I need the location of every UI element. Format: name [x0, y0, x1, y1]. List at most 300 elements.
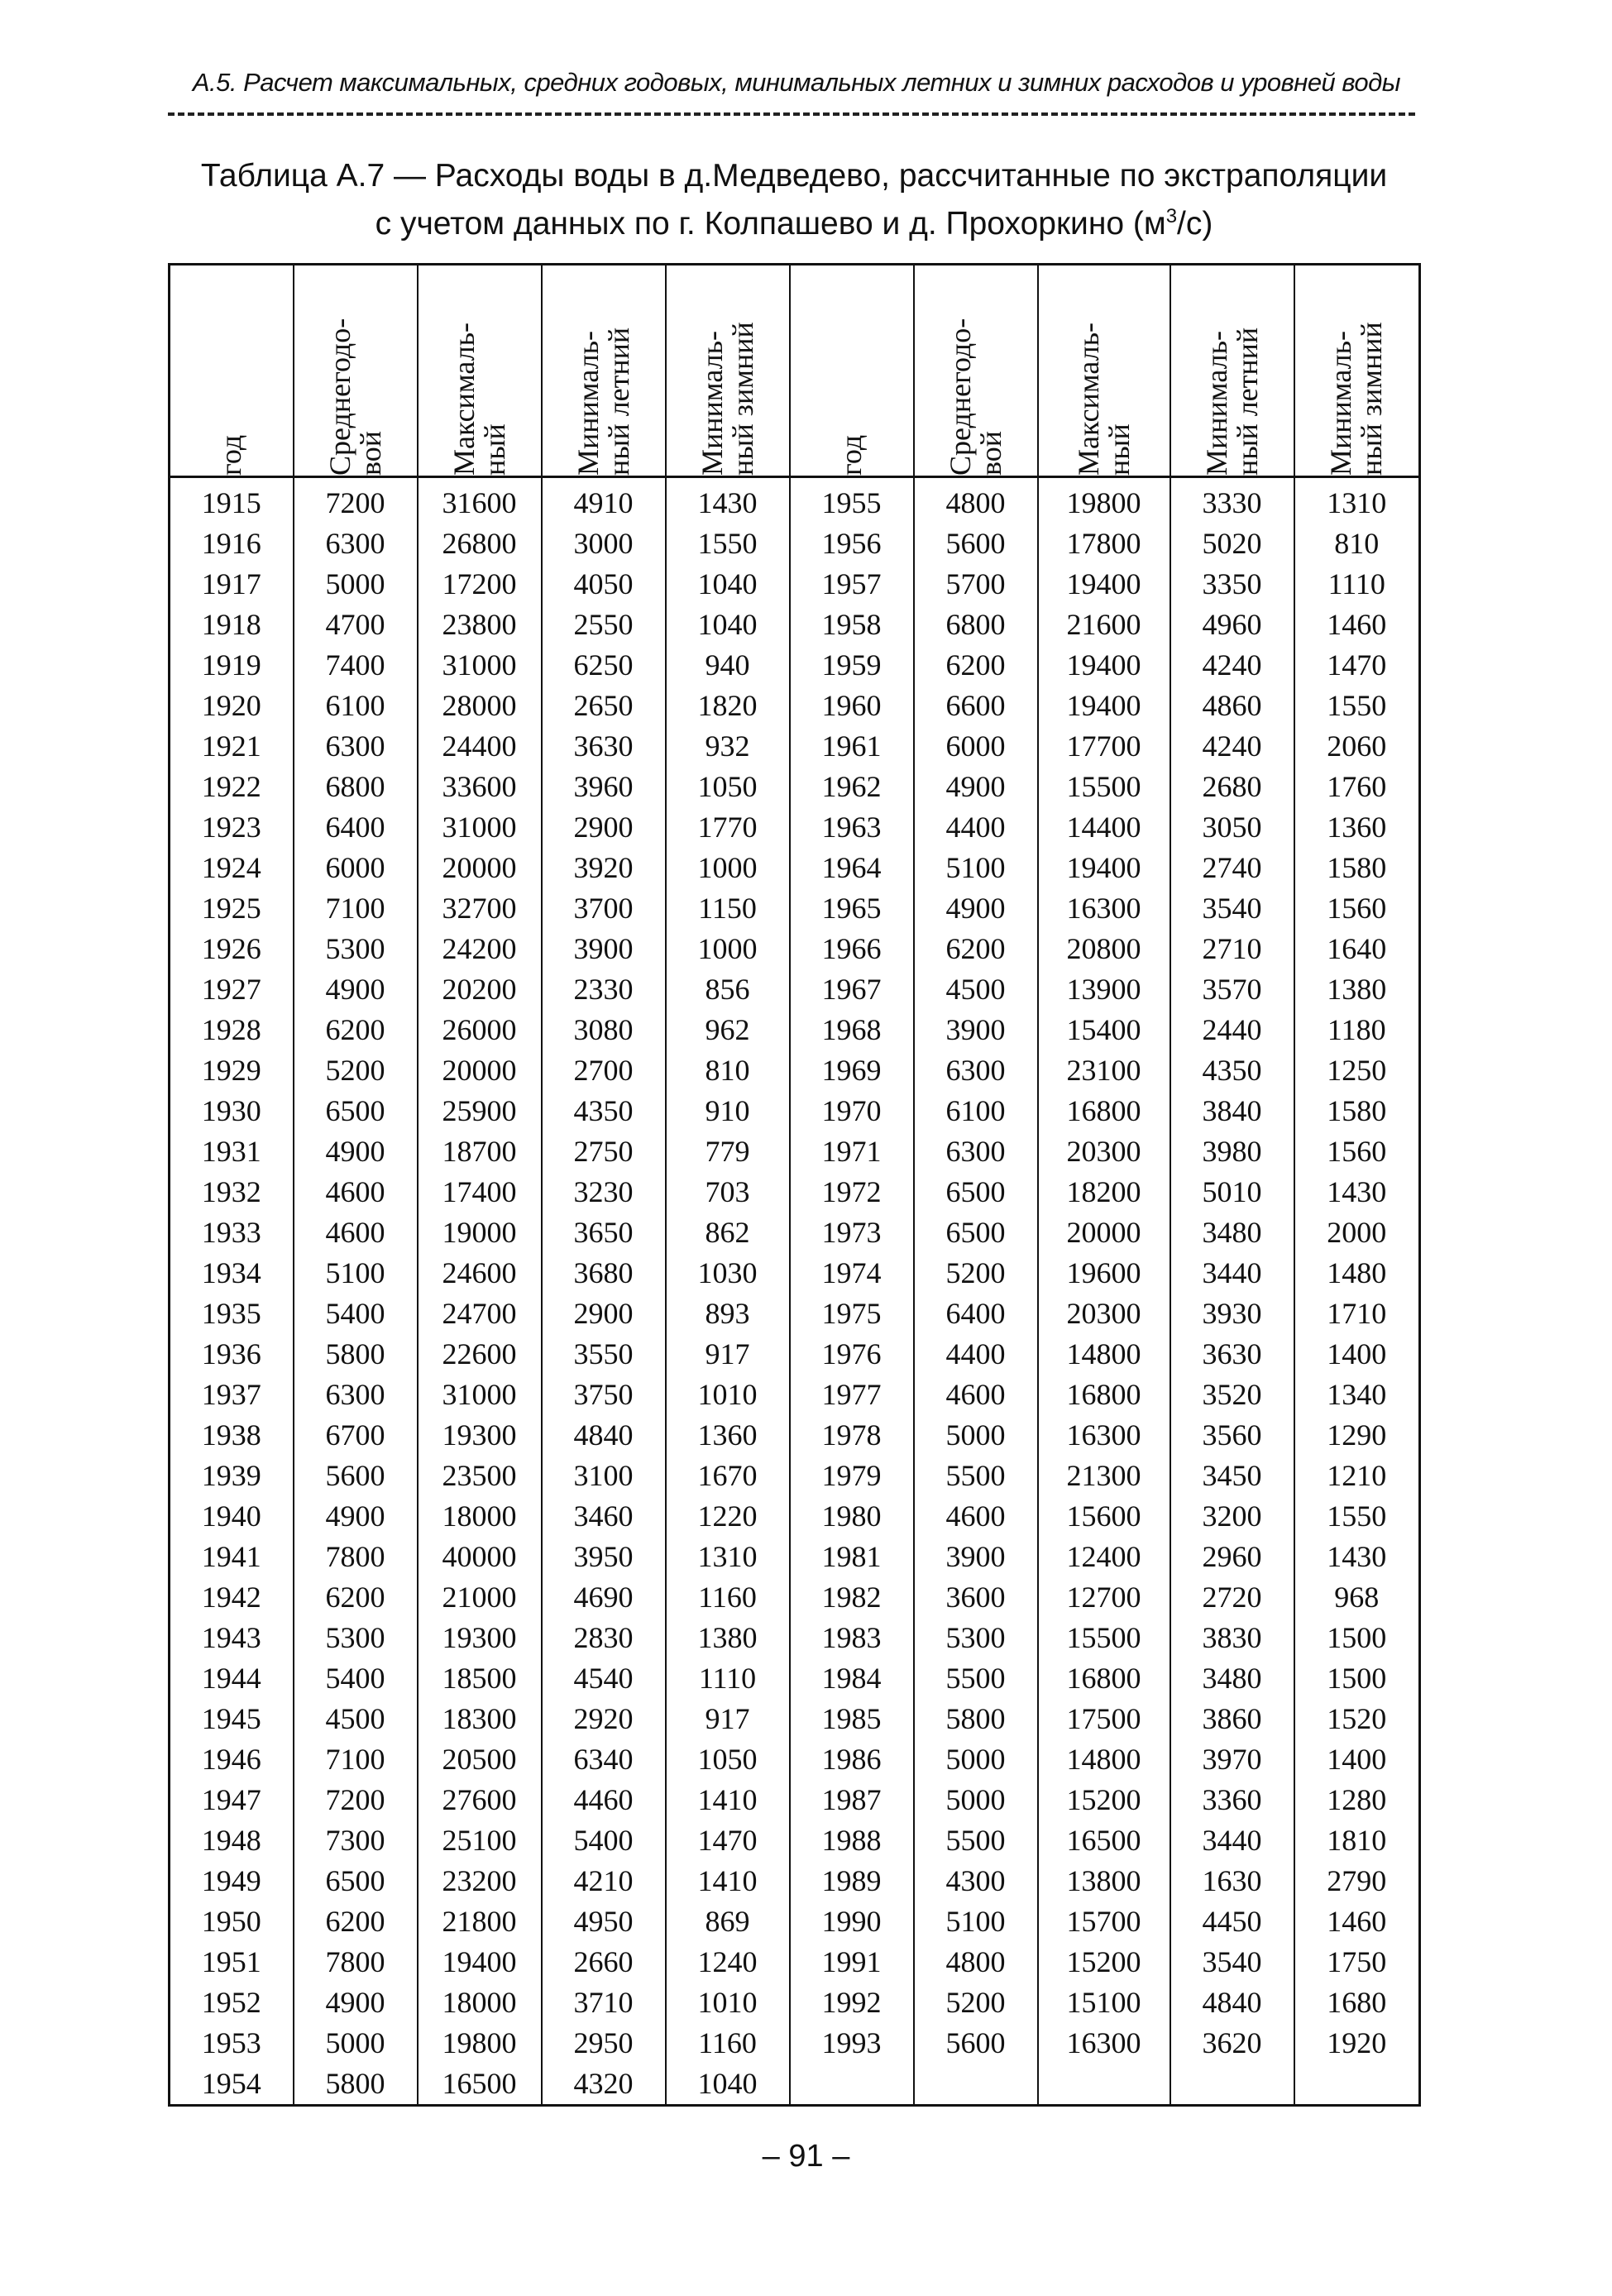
table-cell: 2440 — [1170, 1010, 1294, 1050]
table-cell: 1988 — [790, 1820, 914, 1861]
column-header — [418, 265, 542, 477]
table-cell: 3100 — [542, 1456, 666, 1496]
table-cell: 1961 — [790, 726, 914, 767]
table-row — [170, 848, 1420, 888]
table-cell: 5400 — [542, 1820, 666, 1861]
table-cell: 1500 — [1294, 1658, 1420, 1699]
table-row — [170, 1091, 1420, 1131]
table-cell: 1919 — [170, 645, 294, 686]
table-cell: 4600 — [914, 1375, 1038, 1415]
table-cell: 1970 — [790, 1091, 914, 1131]
table-cell: 1974 — [790, 1253, 914, 1294]
table-cell: 1947 — [170, 1780, 294, 1820]
table-cell: 31000 — [418, 1375, 542, 1415]
table-cell: 862 — [666, 1213, 790, 1253]
table-cell: 3710 — [542, 1983, 666, 2023]
table-cell: 3000 — [542, 524, 666, 564]
table-cell: 3900 — [542, 929, 666, 969]
table-cell: 33600 — [418, 767, 542, 807]
table-cell: 1976 — [790, 1334, 914, 1375]
table-cell: 3360 — [1170, 1780, 1294, 1820]
table-cell: 5500 — [914, 1658, 1038, 1699]
table-cell: 3540 — [1170, 1942, 1294, 1983]
table-cell: 32700 — [418, 888, 542, 929]
table-row — [170, 888, 1420, 929]
table-cell: 7100 — [294, 888, 418, 929]
table-cell: 1160 — [666, 1577, 790, 1618]
table-cell: 1981 — [790, 1537, 914, 1577]
table-cell: 2660 — [542, 1942, 666, 1983]
table-cell: 6000 — [294, 848, 418, 888]
table-cell: 1986 — [790, 1739, 914, 1780]
table-cell: 1030 — [666, 1253, 790, 1294]
table-cell: 5600 — [294, 1456, 418, 1496]
table-cell: 25100 — [418, 1820, 542, 1861]
table-cell: 2960 — [1170, 1537, 1294, 1577]
table-cell: 1990 — [790, 1901, 914, 1942]
table-cell: 16300 — [1038, 2023, 1170, 2064]
table-cell: 17800 — [1038, 524, 1170, 564]
table-row — [170, 645, 1420, 686]
table-cell: 16500 — [418, 2064, 542, 2106]
table-cell: 2000 — [1294, 1213, 1420, 1253]
table-cell: 4900 — [914, 888, 1038, 929]
table-cell: 6200 — [914, 929, 1038, 969]
table-cell: 4700 — [294, 605, 418, 645]
table-cell: 6800 — [294, 767, 418, 807]
column-header — [790, 265, 914, 477]
table-cell: 40000 — [418, 1537, 542, 1577]
table-cell: 20300 — [1038, 1294, 1170, 1334]
table-cell: 1993 — [790, 2023, 914, 2064]
table-cell — [790, 2064, 914, 2106]
table-cell: 1580 — [1294, 848, 1420, 888]
table-cell: 1670 — [666, 1456, 790, 1496]
table-row — [170, 1172, 1420, 1213]
table-cell: 2680 — [1170, 767, 1294, 807]
table-cell: 3980 — [1170, 1131, 1294, 1172]
column-header-label: год — [835, 434, 868, 476]
table-cell: 4210 — [542, 1861, 666, 1901]
table-row — [170, 767, 1420, 807]
table-cell: 20000 — [418, 1050, 542, 1091]
column-header — [1038, 265, 1170, 477]
table-cell: 4800 — [914, 477, 1038, 524]
table-cell: 22600 — [418, 1334, 542, 1375]
table-cell — [1038, 2064, 1170, 2106]
table-cell: 1550 — [666, 524, 790, 564]
table-cell: 1991 — [790, 1942, 914, 1983]
table-cell: 5500 — [914, 1456, 1038, 1496]
table-cell: 5200 — [294, 1050, 418, 1091]
discharge-table — [168, 263, 1421, 2107]
table-cell: 1040 — [666, 2064, 790, 2106]
table-cell: 19000 — [418, 1213, 542, 1253]
table-cell: 1430 — [666, 477, 790, 524]
table-cell: 3480 — [1170, 1658, 1294, 1699]
table-cell: 2750 — [542, 1131, 666, 1172]
table-cell: 1470 — [666, 1820, 790, 1861]
table-cell: 2830 — [542, 1618, 666, 1658]
table-cell: 1966 — [790, 929, 914, 969]
table-cell: 3700 — [542, 888, 666, 929]
column-header — [914, 265, 1038, 477]
table-row — [170, 1658, 1420, 1699]
table-cell: 3830 — [1170, 1618, 1294, 1658]
table-cell: 18000 — [418, 1496, 542, 1537]
table-cell: 1680 — [1294, 1983, 1420, 2023]
table-cell: 5600 — [914, 2023, 1038, 2064]
table-cell: 1955 — [790, 477, 914, 524]
table-cell: 1470 — [1294, 645, 1420, 686]
table-cell: 3460 — [542, 1496, 666, 1537]
table-cell: 5600 — [914, 524, 1038, 564]
table-cell: 3570 — [1170, 969, 1294, 1010]
table-cell: 1360 — [666, 1415, 790, 1456]
table-cell: 19300 — [418, 1415, 542, 1456]
table-cell: 18500 — [418, 1658, 542, 1699]
table-cell: 3540 — [1170, 888, 1294, 929]
table-cell: 4900 — [294, 1983, 418, 2023]
table-cell: 19400 — [1038, 564, 1170, 605]
table-cell: 23800 — [418, 605, 542, 645]
table-cell: 7400 — [294, 645, 418, 686]
table-cell: 1000 — [666, 848, 790, 888]
table-cell: 1410 — [666, 1861, 790, 1901]
table-cell: 3750 — [542, 1375, 666, 1415]
table-cell: 1929 — [170, 1050, 294, 1091]
table-cell: 2740 — [1170, 848, 1294, 888]
table-cell: 1770 — [666, 807, 790, 848]
table-cell: 1958 — [790, 605, 914, 645]
table-cell: 2710 — [1170, 929, 1294, 969]
table-cell: 1940 — [170, 1496, 294, 1537]
column-header-label: год — [214, 434, 248, 476]
table-cell: 6200 — [294, 1901, 418, 1942]
table-cell: 893 — [666, 1294, 790, 1334]
column-header — [294, 265, 418, 477]
column-header-label: Минималь- ный зимний — [695, 322, 759, 476]
table-cell: 1400 — [1294, 1334, 1420, 1375]
table-cell: 1010 — [666, 1375, 790, 1415]
table-cell: 810 — [666, 1050, 790, 1091]
table-cell: 16800 — [1038, 1375, 1170, 1415]
table-row — [170, 726, 1420, 767]
table-row — [170, 1618, 1420, 1658]
column-header — [1170, 265, 1294, 477]
table-cell: 1962 — [790, 767, 914, 807]
table-cell: 1941 — [170, 1537, 294, 1577]
table-row — [170, 929, 1420, 969]
table-cell: 1810 — [1294, 1820, 1420, 1861]
table-cell: 4350 — [1170, 1050, 1294, 1091]
table-cell: 940 — [666, 645, 790, 686]
table-cell: 5200 — [914, 1983, 1038, 2023]
dashed-rule — [168, 112, 1415, 116]
table-cell: 4050 — [542, 564, 666, 605]
table-cell: 1460 — [1294, 1901, 1420, 1942]
table-cell: 1580 — [1294, 1091, 1420, 1131]
table-cell: 1968 — [790, 1010, 914, 1050]
table-cell: 1550 — [1294, 686, 1420, 726]
table-cell: 19800 — [418, 2023, 542, 2064]
table-cell: 1967 — [790, 969, 914, 1010]
table-cell: 15200 — [1038, 1942, 1170, 1983]
table-cell: 5000 — [914, 1415, 1038, 1456]
table-cell: 703 — [666, 1172, 790, 1213]
table-cell: 1933 — [170, 1213, 294, 1253]
table-cell: 1979 — [790, 1456, 914, 1496]
table-cell: 3230 — [542, 1172, 666, 1213]
table-cell: 1952 — [170, 1983, 294, 2023]
table-cell: 1969 — [790, 1050, 914, 1091]
table-cell: 4600 — [294, 1172, 418, 1213]
table-cell: 1950 — [170, 1901, 294, 1942]
table-cell — [914, 2064, 1038, 2106]
table-cell: 2920 — [542, 1699, 666, 1739]
table-row — [170, 564, 1420, 605]
table-cell: 4910 — [542, 477, 666, 524]
table-cell: 1430 — [1294, 1172, 1420, 1213]
table-cell: 1949 — [170, 1861, 294, 1901]
table-cell: 1927 — [170, 969, 294, 1010]
table-cell: 2900 — [542, 1294, 666, 1334]
table-row — [170, 1942, 1420, 1983]
table-cell: 3080 — [542, 1010, 666, 1050]
table-cell: 1917 — [170, 564, 294, 605]
table-cell: 19400 — [1038, 686, 1170, 726]
table-cell: 3900 — [914, 1010, 1038, 1050]
table-cell: 3520 — [1170, 1375, 1294, 1415]
table-cell: 1750 — [1294, 1942, 1420, 1983]
table-cell: 3440 — [1170, 1253, 1294, 1294]
table-cell: 1480 — [1294, 1253, 1420, 1294]
table-cell: 5300 — [914, 1618, 1038, 1658]
column-header-label: Среднегодо- вой — [323, 318, 387, 476]
table-cell: 3860 — [1170, 1699, 1294, 1739]
table-cell: 3840 — [1170, 1091, 1294, 1131]
table-cell: 5800 — [294, 1334, 418, 1375]
table-cell: 6700 — [294, 1415, 418, 1456]
table-cell: 4320 — [542, 2064, 666, 2106]
table-cell: 4400 — [914, 807, 1038, 848]
table-cell: 4450 — [1170, 1901, 1294, 1942]
table-cell: 4600 — [294, 1213, 418, 1253]
table-row — [170, 1415, 1420, 1456]
table-cell: 31600 — [418, 477, 542, 524]
table-cell: 6200 — [294, 1010, 418, 1050]
table-cell: 6600 — [914, 686, 1038, 726]
table-cell: 2720 — [1170, 1577, 1294, 1618]
caption-line-1: Таблица А.7 — Расходы воды в д.Медведево, рассчитанные по экстраполяции — [200, 158, 1388, 194]
table-cell: 4960 — [1170, 605, 1294, 645]
table-cell: 23200 — [418, 1861, 542, 1901]
table-cell: 4840 — [1170, 1983, 1294, 2023]
table-cell: 962 — [666, 1010, 790, 1050]
table-cell: 2700 — [542, 1050, 666, 1091]
table-cell: 5800 — [914, 1699, 1038, 1739]
table-cell: 5200 — [914, 1253, 1038, 1294]
table-cell: 1973 — [790, 1213, 914, 1253]
table-cell: 1965 — [790, 888, 914, 929]
table-cell: 21300 — [1038, 1456, 1170, 1496]
table-cell: 25900 — [418, 1091, 542, 1131]
table-cell: 6400 — [294, 807, 418, 848]
table-cell: 28000 — [418, 686, 542, 726]
table-cell: 4400 — [914, 1334, 1038, 1375]
table-cell: 1963 — [790, 807, 914, 848]
table-cell: 1978 — [790, 1415, 914, 1456]
table-row — [170, 969, 1420, 1010]
table-cell: 4900 — [294, 969, 418, 1010]
table-cell: 1956 — [790, 524, 914, 564]
table-cell: 1936 — [170, 1334, 294, 1375]
column-header — [666, 265, 790, 477]
table-cell: 1983 — [790, 1618, 914, 1658]
table-cell: 2550 — [542, 605, 666, 645]
caption-unit-superscript: 3 — [1165, 205, 1178, 227]
table-cell: 21000 — [418, 1577, 542, 1618]
table-cell: 6800 — [914, 605, 1038, 645]
table-cell: 3680 — [542, 1253, 666, 1294]
table-cell: 2900 — [542, 807, 666, 848]
table-cell: 19800 — [1038, 477, 1170, 524]
table-row — [170, 1780, 1420, 1820]
table-row — [170, 1496, 1420, 1537]
table-cell: 21600 — [1038, 605, 1170, 645]
table-row — [170, 1820, 1420, 1861]
caption-line-2-prefix: с учетом данных по г. Колпашево и д. Прохоркино (м — [375, 206, 1166, 242]
table-cell: 3350 — [1170, 564, 1294, 605]
table-body — [170, 477, 1420, 2106]
table-cell: 6500 — [914, 1213, 1038, 1253]
table-cell: 2330 — [542, 969, 666, 1010]
table-cell: 3650 — [542, 1213, 666, 1253]
table-cell: 4240 — [1170, 726, 1294, 767]
table-cell: 19400 — [418, 1942, 542, 1983]
table-cell — [1170, 2064, 1294, 2106]
table-cell: 1984 — [790, 1658, 914, 1699]
table-cell: 16800 — [1038, 1658, 1170, 1699]
column-header — [1294, 265, 1420, 477]
table-cell: 1992 — [790, 1983, 914, 2023]
table-cell: 16500 — [1038, 1820, 1170, 1861]
table-caption — [165, 155, 1423, 244]
table-cell: 15400 — [1038, 1010, 1170, 1050]
table-cell: 1971 — [790, 1131, 914, 1172]
table-cell: 3050 — [1170, 807, 1294, 848]
column-header-label: Минималь- ный летний — [1199, 327, 1264, 476]
table-cell: 2790 — [1294, 1861, 1420, 1901]
table-cell: 5400 — [294, 1658, 418, 1699]
table-cell: 6300 — [294, 726, 418, 767]
table-cell: 3920 — [542, 848, 666, 888]
table-cell: 6100 — [914, 1091, 1038, 1131]
table-cell: 1380 — [666, 1618, 790, 1658]
table-cell: 779 — [666, 1131, 790, 1172]
table-cell: 1972 — [790, 1172, 914, 1213]
table-cell: 1939 — [170, 1456, 294, 1496]
table-cell: 4900 — [294, 1131, 418, 1172]
table-cell: 27600 — [418, 1780, 542, 1820]
table-cell: 1430 — [1294, 1537, 1420, 1577]
table-cell: 3620 — [1170, 2023, 1294, 2064]
table-cell: 24200 — [418, 929, 542, 969]
table-cell: 23500 — [418, 1456, 542, 1496]
table-cell: 1928 — [170, 1010, 294, 1050]
table-cell: 4240 — [1170, 645, 1294, 686]
table-cell: 3930 — [1170, 1294, 1294, 1334]
table-cell: 3960 — [542, 767, 666, 807]
table-cell: 3560 — [1170, 1415, 1294, 1456]
table-cell: 4860 — [1170, 686, 1294, 726]
table-cell: 7200 — [294, 477, 418, 524]
table-cell: 1760 — [1294, 767, 1420, 807]
table-cell: 968 — [1294, 1577, 1420, 1618]
table-cell: 15700 — [1038, 1901, 1170, 1942]
table-cell: 4900 — [294, 1496, 418, 1537]
table-cell: 20000 — [418, 848, 542, 888]
table-cell: 1340 — [1294, 1375, 1420, 1415]
table-cell: 2060 — [1294, 726, 1420, 767]
column-header-label: Максималь- ный — [1071, 322, 1136, 476]
caption-line-2 — [165, 196, 1423, 244]
table-cell: 1310 — [666, 1537, 790, 1577]
table-cell: 3600 — [914, 1577, 1038, 1618]
table-cell: 1920 — [1294, 2023, 1420, 2064]
table-cell: 1210 — [1294, 1456, 1420, 1496]
table-cell: 1959 — [790, 645, 914, 686]
table-cell: 4600 — [914, 1496, 1038, 1537]
table-cell: 4500 — [294, 1699, 418, 1739]
table-cell: 5700 — [914, 564, 1038, 605]
table-cell: 15500 — [1038, 1618, 1170, 1658]
table-cell: 1942 — [170, 1577, 294, 1618]
table-cell: 1948 — [170, 1820, 294, 1861]
table-cell: 1050 — [666, 1739, 790, 1780]
table-cell: 18000 — [418, 1983, 542, 2023]
table-cell: 1985 — [790, 1699, 914, 1739]
table-cell: 932 — [666, 726, 790, 767]
table-cell: 5000 — [294, 2023, 418, 2064]
table-cell: 1934 — [170, 1253, 294, 1294]
table-cell: 1410 — [666, 1780, 790, 1820]
table-cell: 1924 — [170, 848, 294, 888]
table-cell: 26800 — [418, 524, 542, 564]
table-cell: 1360 — [1294, 807, 1420, 848]
table-cell: 1982 — [790, 1577, 914, 1618]
table-row — [170, 1010, 1420, 1050]
table-cell: 1380 — [1294, 969, 1420, 1010]
table-cell: 810 — [1294, 524, 1420, 564]
table-cell: 1150 — [666, 888, 790, 929]
table-cell: 6500 — [914, 1172, 1038, 1213]
table-cell: 5300 — [294, 929, 418, 969]
table-cell: 7800 — [294, 1537, 418, 1577]
table-cell: 24400 — [418, 726, 542, 767]
table-cell: 3950 — [542, 1537, 666, 1577]
table-cell: 3200 — [1170, 1496, 1294, 1537]
table-row — [170, 1456, 1420, 1496]
table-cell: 1975 — [790, 1294, 914, 1334]
table-cell: 1110 — [666, 1658, 790, 1699]
table-cell: 1550 — [1294, 1496, 1420, 1537]
table-cell: 4350 — [542, 1091, 666, 1131]
table-cell: 1935 — [170, 1294, 294, 1334]
table-cell: 5020 — [1170, 524, 1294, 564]
table-cell: 1560 — [1294, 888, 1420, 929]
table-cell: 1954 — [170, 2064, 294, 2106]
